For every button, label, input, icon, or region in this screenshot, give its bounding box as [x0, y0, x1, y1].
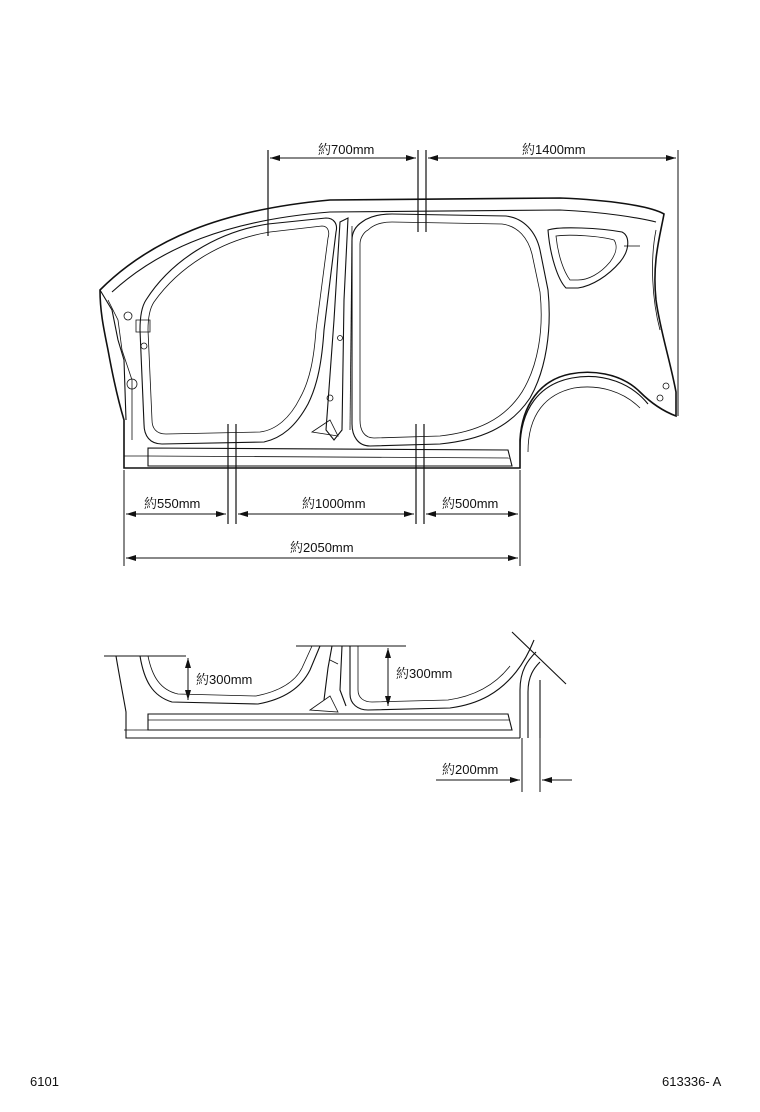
dim-top-right-label: 約1400mm	[522, 142, 586, 157]
body-side-panel	[100, 198, 676, 468]
rear-door-opening	[352, 214, 549, 446]
dim-1000-label: 約1000mm	[302, 496, 366, 511]
rear-wheel-arch	[520, 376, 648, 450]
dim-500-label: 約500mm	[442, 496, 499, 511]
page-number: 6101	[30, 1074, 59, 1089]
dimension-bottom	[126, 496, 518, 561]
detail-cut-lines	[522, 738, 540, 792]
dim-detail-left-label: 約300mm	[196, 672, 253, 687]
rocker-detail-view	[104, 632, 566, 738]
dimension-top	[270, 142, 676, 161]
dim-550-label: 約550mm	[144, 496, 201, 511]
dim-2050-label: 約2050mm	[290, 540, 354, 555]
b-pillar	[326, 218, 348, 440]
dim-top-left-label: 約700mm	[318, 142, 375, 157]
dimension-detail	[185, 648, 572, 783]
dim-detail-bottom-label: 約200mm	[442, 762, 499, 777]
figure-code: 613336- A	[662, 1074, 722, 1089]
dim-detail-middle-label: 約300mm	[396, 666, 453, 681]
